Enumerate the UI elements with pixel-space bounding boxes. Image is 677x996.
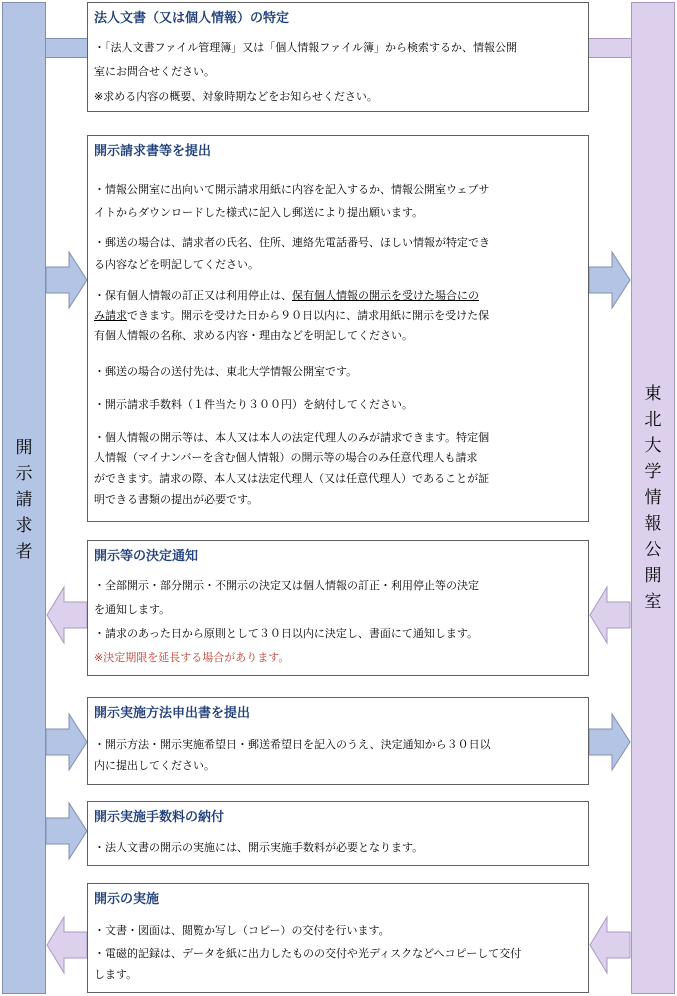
step-text-line: ・開示請求手数料（１件当たり３００円）を納付してください。 xyxy=(94,398,413,411)
step-text-line: ・法人文書の開示の実施には、開示実施手数料が必要となります。 xyxy=(94,841,424,854)
arrow-right-icon xyxy=(589,712,631,772)
step-title: 開示請求書等を提出 xyxy=(94,144,212,159)
step-text-line: ※求める内容の概要、対象時期などをお知らせください。 xyxy=(94,90,378,103)
step-title: 開示実施手数料の納付 xyxy=(94,810,225,825)
step-text-underlined: み請求 xyxy=(94,309,127,322)
step-text-line: ・請求のあった日から原則として３０日以内に決定し、書面にて通知します。 xyxy=(94,627,479,640)
step-text-line: ・個人情報の開示等は、本人又は本人の法定代理人のみが請求できます。特定個 xyxy=(94,431,490,444)
office-column xyxy=(631,2,675,994)
arrow-left-icon xyxy=(46,915,88,975)
arrow-right-icon xyxy=(589,250,631,310)
step-text-line: ・文書・図面は、閲覧か写し（コピー）の交付を行います。 xyxy=(94,924,390,937)
step-text-line: ・開示方法・開示実施希望日・郵送希望日を記入のうえ、決定通知から３０日以 xyxy=(94,738,491,751)
step-pay-fee xyxy=(87,801,589,866)
office-label: 東北大学情報公開室 xyxy=(644,384,662,612)
step-text-line: ・情報公開室に出向いて開示請求用紙に内容を記入するか、情報公開室ウェブサ xyxy=(94,183,490,196)
step-text-line: します。 xyxy=(94,968,138,981)
connector-left xyxy=(46,38,87,58)
arrow-right-icon xyxy=(46,250,88,310)
step-text-line xyxy=(94,306,582,325)
step-text-line: る内容などを明記してください。 xyxy=(94,258,259,271)
step-decision-notice xyxy=(87,540,589,676)
step-identify-document xyxy=(87,2,589,112)
arrow-left-icon xyxy=(46,585,88,645)
step-submit-method-form xyxy=(87,697,589,785)
step-submit-request xyxy=(87,135,589,522)
step-text-line: ・全部開示・部分開示・不開示の決定又は個人情報の訂正・利用停止等の決定 xyxy=(94,579,479,592)
connector-right xyxy=(589,38,631,58)
step-text-line: ・電磁的記録は、データを紙に出力したものの交付や光ディスクなどへコピーして交付 xyxy=(94,947,522,960)
step-text-line: を通知します。 xyxy=(94,603,171,616)
step-warning-line: ※決定期限を延長する場合があります。 xyxy=(94,651,290,664)
step-text-line: ・郵送の場合の送付先は、東北大学情報公開室です。 xyxy=(94,365,358,378)
step-text-line: ができます。請求の際、本人又は法定代理人（又は任意代理人）であることが証 xyxy=(94,472,490,485)
step-text-line: 明できる書類の提出が必要です。 xyxy=(94,493,259,506)
step-text-line: イトからダウンロードした様式に記入し郵送により提出願います。 xyxy=(94,206,424,219)
step-title: 開示実施方法申出書を提出 xyxy=(94,706,251,721)
step-text-underlined: 保有個人情報の開示を受けた場合にの xyxy=(292,289,479,302)
requester-column xyxy=(2,2,46,994)
step-text-line: 室にお問合せください。 xyxy=(94,65,215,78)
arrow-left-icon xyxy=(589,915,631,975)
arrow-right-icon xyxy=(46,801,88,861)
step-title: 開示の実施 xyxy=(94,892,160,907)
step-text-line: ・郵送の場合は、請求者の氏名、住所、連絡先電話番号、ほしい情報が特定でき xyxy=(94,236,490,249)
requester-label: 開示請求者 xyxy=(15,438,33,562)
step-text-fragment: できます。開示を受けた日から９０日以内に、請求用紙に開示を受けた保 xyxy=(127,309,490,322)
step-text-line: 人情報（マイナンバーを含む個人情報）の開示等の場合のみ任意代理人も請求 xyxy=(94,451,478,464)
step-text-fragment: ・保有個人情報の訂正又は利用停止は、 xyxy=(94,289,292,302)
step-text-line: 有個人情報の名称、求める内容・理由などを明記してください。 xyxy=(94,329,413,342)
step-disclosure xyxy=(87,883,589,993)
arrow-right-icon xyxy=(46,712,88,772)
arrow-left-icon xyxy=(589,585,631,645)
step-title: 法人文書（又は個人情報）の特定 xyxy=(94,11,290,26)
step-title: 開示等の決定通知 xyxy=(94,549,199,564)
step-text-line xyxy=(94,286,582,305)
step-text-line: ・「法人文書ファイル管理簿」又は「個人情報ファイル簿」から検索するか、情報公開 xyxy=(94,41,518,54)
step-text-line: 内に提出してください。 xyxy=(94,759,215,772)
